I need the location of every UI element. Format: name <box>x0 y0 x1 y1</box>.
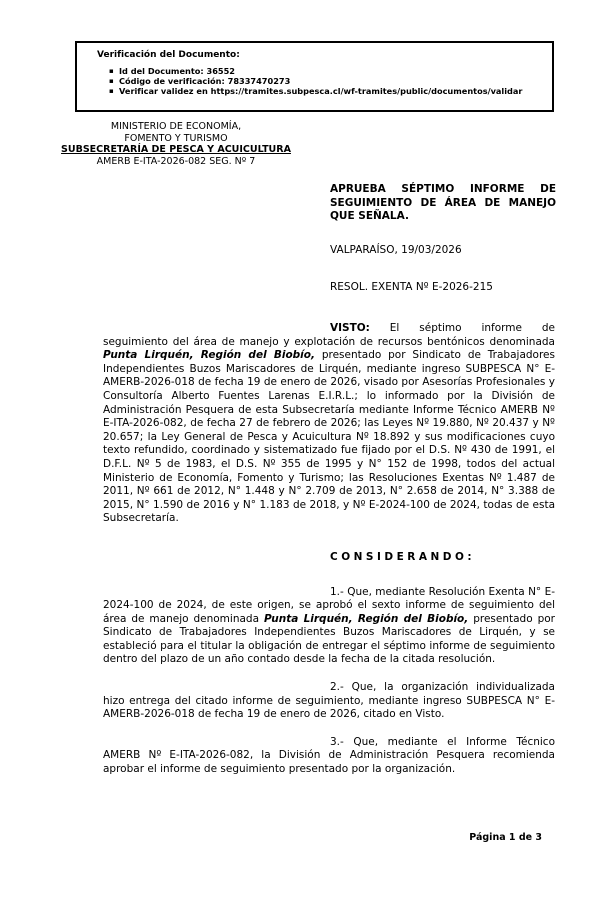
letterhead-ministry-line1: MINISTERIO DE ECONOMÍA, <box>110 121 242 132</box>
considerando-1-text-after: presentado por Sindicato de Trabajadores Independientes Buzos Mariscadores de Lirquén, y se estableció para el titular la obligación de entregar el séptimo informe de seguimiento dentro del plazo de un año contado desde la fecha de la citada resolución. <box>103 612 555 666</box>
verification-item-url: ▪ Verificar validez en https://tramites.subpesca.cl/wf-tramites/public/documentos/validar <box>109 85 523 96</box>
visto-text-after: presentado por Sindicato de Trabajadores Independientes Buzos Mariscadores de Lirquén, mediante ingreso SUBPESCA N° E-AMERB-2026-018 de fecha 19 de enero de 2026, visado por Asesorías Profesionales y Consultoría Alberto Fuentes Larenas E.I.R.L.; lo informado por la División de Administración Pesquera de esta Subsecretaría mediante Informe Técnico AMERB Nº E-ITA-2026-082, de fecha 27 de febrero de 2026; las Leyes Nº 19.880, Nº 20.437 y Nº 20.657; la Ley General de Pesca y Acuicultura Nº 18.892 y sus modificaciones cuyo texto refundido, coordinado y sistematizado fue fijado por el D.S. Nº 430 de 1991, el D.F.L. Nº 5 de 1983, el D.S. Nº 355 de 1995 y N° 152 de 1998, todos del actual Ministerio de Economía, Fomento y Turismo; las Resoluciones Exentas Nº 1.487 de 2011, Nº 661 de 2012, N° 1.448 y N° 2.709 de 2013, N° 2.658 de 2014, N° 3.388 de 2015, N° 1.590 de 2016 y N° 1.183 de 2018, y Nº E-2024-100 de 2024, todas de esta Subsecretaría. <box>103 349 555 525</box>
visto-text-before: El séptimo informe de seguimiento del área de manejo y explotación de recursos bentónicos denominada <box>103 322 555 348</box>
visto-label: VISTO: <box>330 322 370 334</box>
document-body <box>103 322 555 777</box>
place-and-date: VALPARAÍSO, 19/03/2026 <box>330 244 462 256</box>
considerando-heading: CONSIDERANDO: <box>330 550 476 563</box>
bullet-icon: ▪ <box>109 76 114 85</box>
considerando-1-text-before: 1.- Que, mediante Resolución Exenta N° E-2024-100 de 2024, de este origen, se aprobó el sexto informe de seguimiento del área de manejo denominada <box>103 585 555 625</box>
considerando-item-2: 2.- Que, la organización individualizada hizo entrega del citado informe de seguimiento, mediante ingreso SUBPESCA N° E-AMERB-2026-018 de fecha 19 de enero de 2026, citado en Visto. <box>103 681 555 721</box>
letterhead-file-reference: AMERB E-ITA-2026-082 SEG. Nº 7 <box>96 155 256 167</box>
resolution-subject: APRUEBA SÉPTIMO INFORME DE SEGUIMIENTO DE ÁREA DE MANEJO QUE SEÑALA. <box>330 183 556 223</box>
letterhead-subsecretaria: SUBSECRETARÍA DE PESCA Y ACUICULTURA <box>61 144 291 156</box>
bullet-icon: ▪ <box>109 67 114 75</box>
bullet-icon: ▪ <box>109 86 114 95</box>
resolution-number: RESOL. EXENTA Nº E-2026-215 <box>330 281 493 293</box>
considerando-item-3: 3.- Que, mediante el Informe Técnico AMERB Nº E-ITA-2026-082, la División de Administración Pesquera recomienda aprobar el informe de seguimiento presentado por la organización. <box>103 735 555 776</box>
letterhead <box>40 121 312 167</box>
verification-item-document-id: ▪ Id del Documento: 36552 <box>109 66 235 76</box>
area-name: Punta Lirquén, Región del Biobío, <box>263 612 469 625</box>
verification-item-code: ▪ Código de verificación: 78337470273 <box>109 75 291 86</box>
verification-title: Verificación del Documento: <box>97 50 240 60</box>
page-number: Página 1 de 3 <box>469 832 542 843</box>
visto-paragraph <box>103 322 555 526</box>
considerando-item-1 <box>103 586 555 668</box>
area-name: Punta Lirquén, Región del Biobío, <box>103 349 315 362</box>
verification-list <box>97 67 546 96</box>
letterhead-ministry-line2: FOMENTO Y TURISMO <box>124 132 228 144</box>
verification-box <box>75 41 554 112</box>
